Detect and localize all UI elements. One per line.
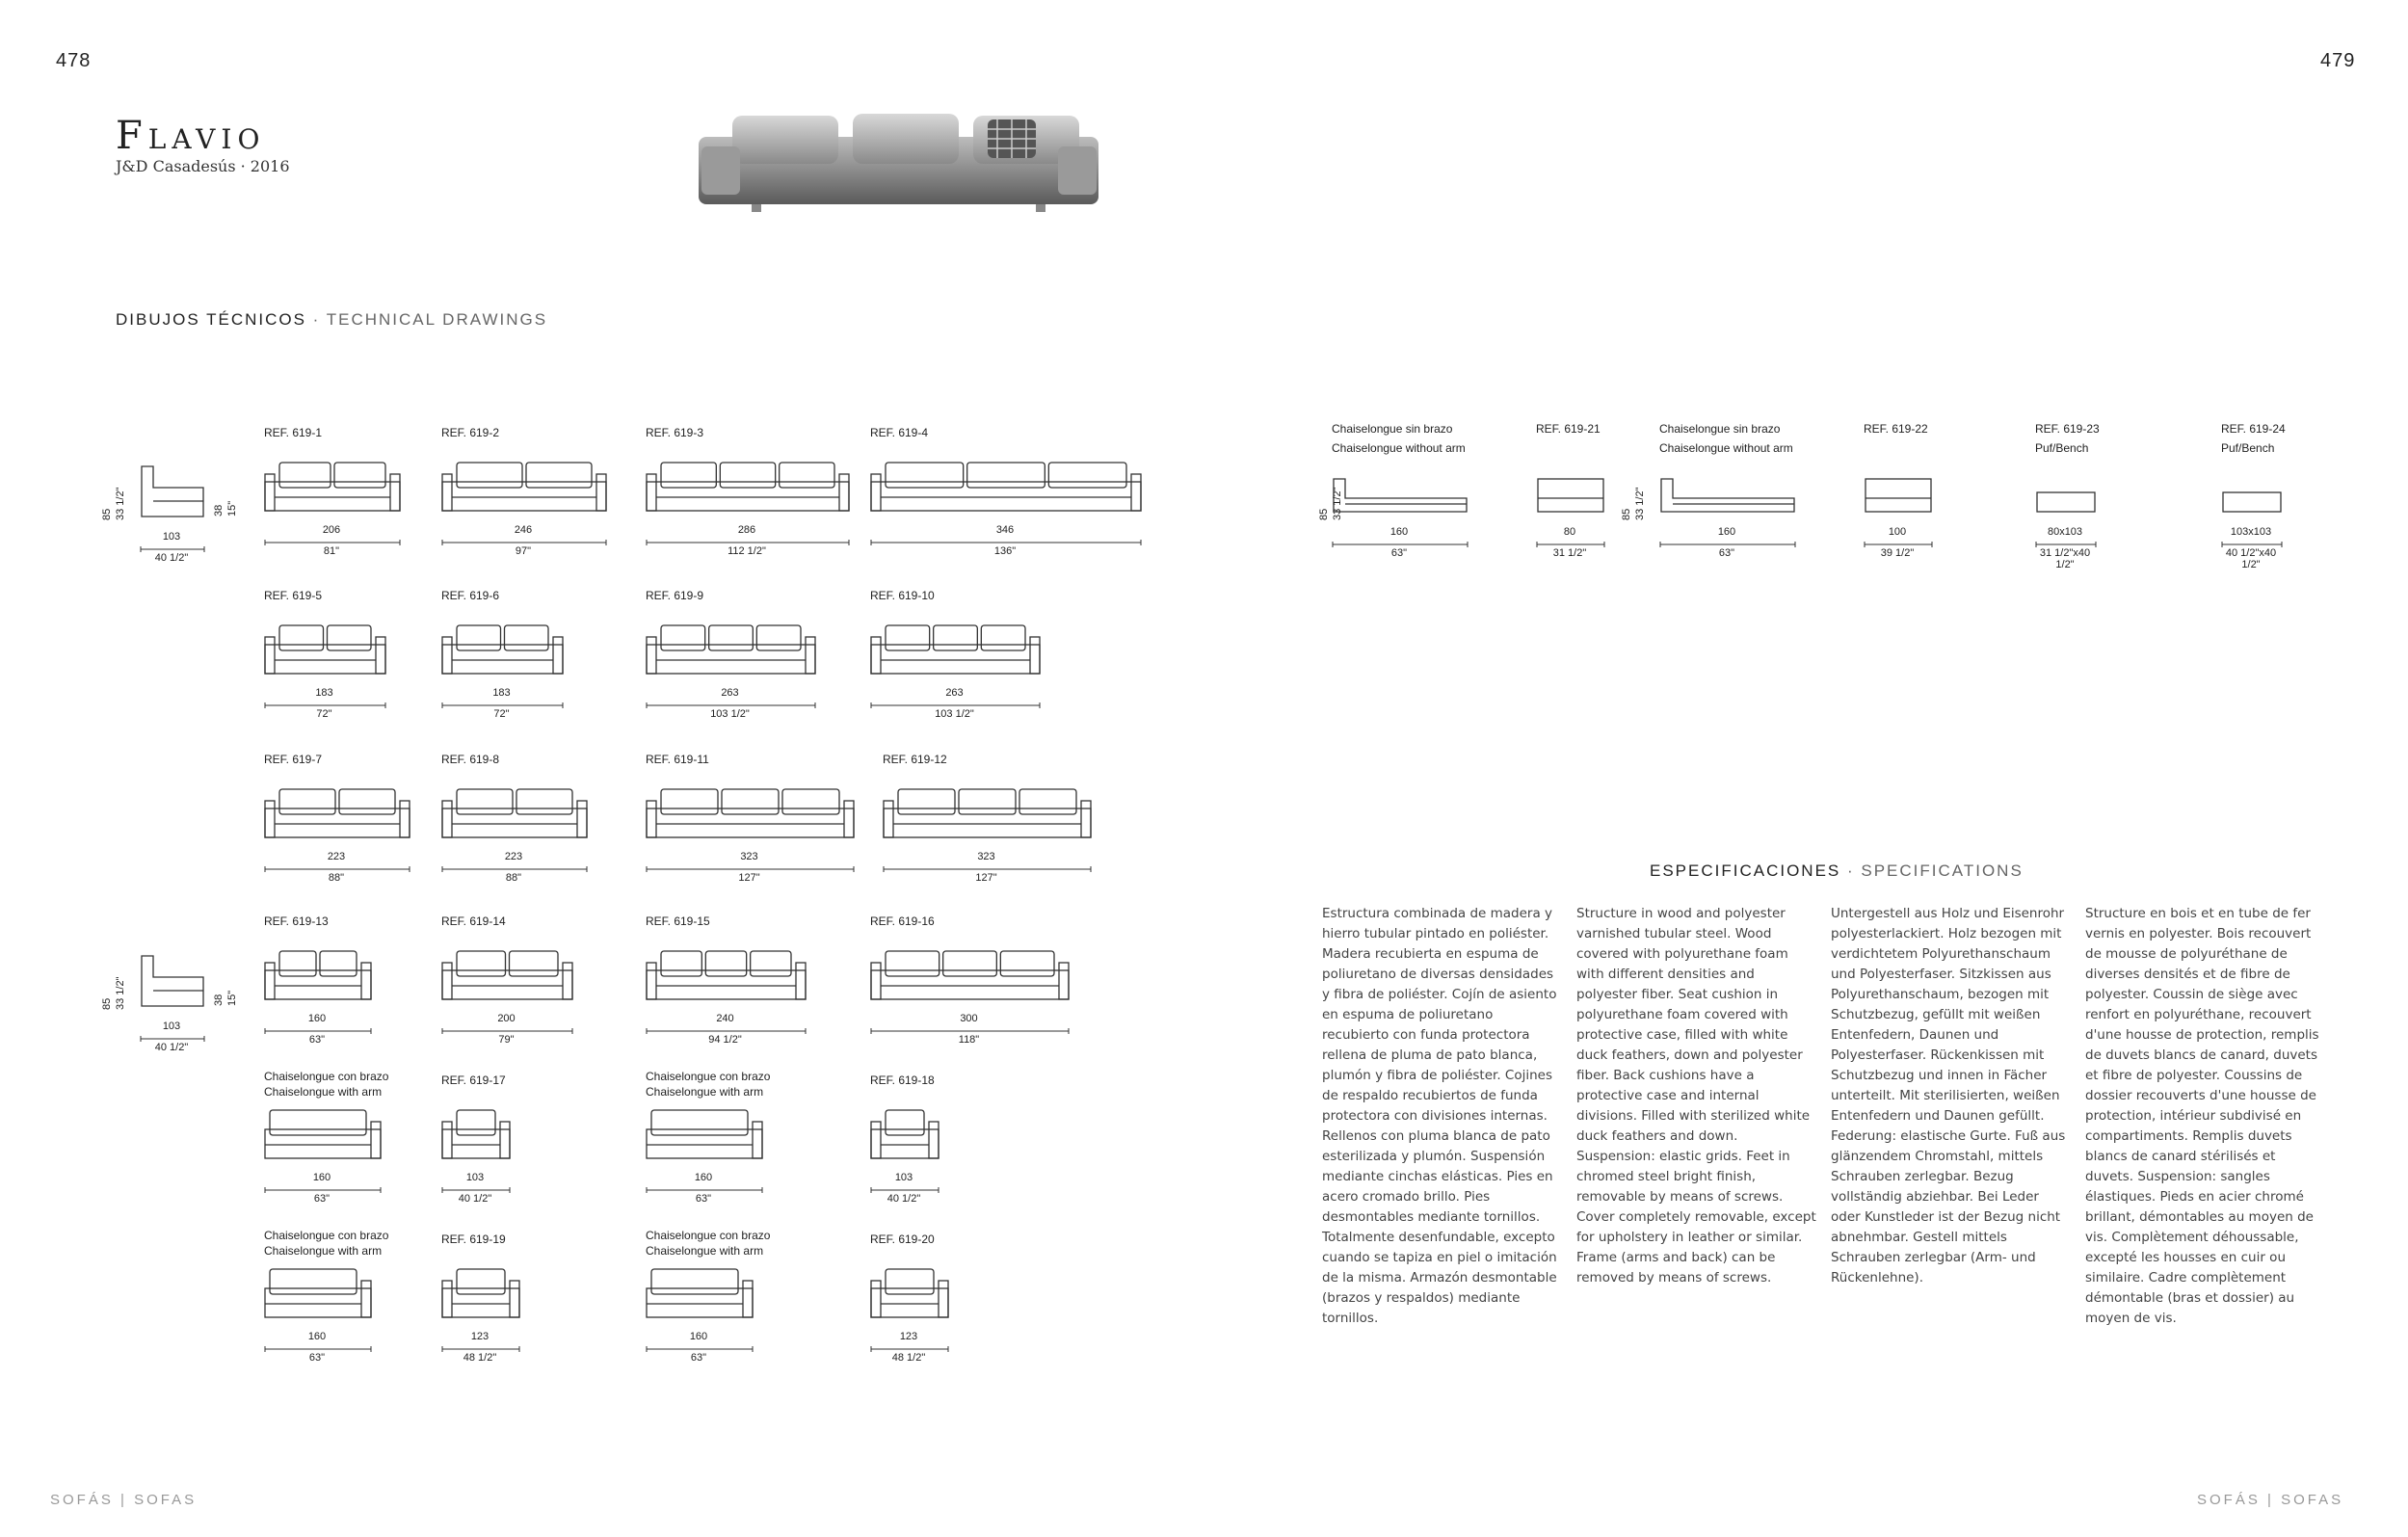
- seat-height-cm: 38: [213, 504, 225, 517]
- height-inches: 33 1/2": [1332, 487, 1343, 520]
- width-cm: 323: [977, 851, 995, 862]
- width-cm: 103: [162, 1020, 181, 1032]
- product-ref: REF. 619-2: [441, 426, 500, 439]
- chaiselongue-label-es: Chaiselongue con brazo: [264, 1229, 389, 1242]
- product-ref: REF. 619-18: [870, 1073, 935, 1087]
- sofa-front-drawing: [870, 461, 1144, 515]
- product-ref: REF. 619-6: [441, 589, 500, 602]
- width-cm: 160: [689, 1331, 708, 1342]
- product-ref: REF. 619-14: [441, 914, 506, 928]
- right-product-drawing: [1332, 477, 1470, 516]
- right-product-drawing: [2035, 477, 2099, 516]
- page-number-right: 479: [2320, 50, 2356, 71]
- chaiselongue-label-es: Chaiselongue con brazo: [646, 1070, 771, 1083]
- width-cm: 246: [514, 524, 533, 536]
- product-ref: REF. 619-12: [883, 753, 947, 766]
- width-inches: 88": [328, 872, 345, 884]
- sofa-front-drawing: [441, 949, 575, 1003]
- product-ref: REF. 619-8: [441, 753, 500, 766]
- width-inches: 63": [1718, 547, 1735, 559]
- right-product-drawing: [1864, 477, 1935, 516]
- sofa-front-drawing: [264, 623, 388, 677]
- width-inches: 63": [313, 1193, 331, 1205]
- sofa-front-drawing: [646, 623, 818, 677]
- seat-height-inches: 15": [226, 500, 238, 517]
- spec-text-english: Structure in wood and polyester varnished tubular steel. Wood covered with polyurethane foam with different densities and polyester fiber. Seat cushion in polyurethane foam covered with protective case, filled with white duck feathers, down and polyester fiber. Back cushions have a protective case and internal divisions. Filled with sterilized white duck feathers and down. Suspension: elastic grids. Feet in chromed steel bright finish, removable by means of screws. Cover completely removable, except for upholstery in leather or similar. Frame (arms and back) can be removed by means of screws.: [1576, 906, 1816, 1285]
- width-cm: 160: [694, 1172, 713, 1183]
- right-product-ref: REF. 619-24: [2221, 422, 2286, 436]
- height-cm: 85: [1621, 508, 1632, 520]
- width-cm: 323: [740, 851, 758, 862]
- sofa-front-drawing: [264, 949, 374, 1003]
- designer-subtitle: J&D Casadesús · 2016: [116, 157, 290, 175]
- width-cm: 286: [737, 524, 756, 536]
- product-ref: REF. 619-17: [441, 1073, 506, 1087]
- sofa-front-drawing: [441, 787, 590, 841]
- height-inches: 33 1/2": [115, 487, 126, 520]
- sofa-front-drawing: [870, 1267, 951, 1321]
- width-cm: 346: [995, 524, 1015, 536]
- right-product-sub: Puf/Bench: [2221, 441, 2275, 455]
- width-inches: 118": [958, 1034, 980, 1046]
- height-cm: 85: [101, 997, 113, 1010]
- width-cm: 80x103: [2047, 526, 2083, 538]
- sofa-front-drawing: [264, 1108, 384, 1162]
- right-product-ref: REF. 619-23: [2035, 422, 2100, 436]
- product-ref: REF. 619-16: [870, 914, 935, 928]
- width-cm: 160: [307, 1331, 327, 1342]
- width-cm: 103: [894, 1172, 913, 1183]
- sofa-front-drawing: [870, 949, 1072, 1003]
- width-cm: 160: [307, 1013, 327, 1024]
- product-ref: REF. 619-15: [646, 914, 710, 928]
- width-inches: 103 1/2": [710, 708, 750, 720]
- width-inches: 48 1/2": [891, 1352, 926, 1364]
- width-inches: 40 1/2": [154, 1042, 189, 1053]
- seat-height-cm: 38: [213, 994, 225, 1006]
- sofa-front-drawing: [646, 787, 857, 841]
- width-inches: 31 1/2": [1552, 547, 1587, 559]
- right-product-drawing: [2221, 477, 2285, 516]
- product-ref: REF. 619-9: [646, 589, 704, 602]
- width-inches: 63": [695, 1193, 712, 1205]
- sofa-front-drawing: [441, 461, 609, 515]
- sofa-front-drawing: [441, 1267, 522, 1321]
- right-product-ref: REF. 619-21: [1536, 422, 1601, 436]
- specs-title-es: ESPECIFICACIONES: [1650, 861, 1841, 880]
- sofa-front-drawing: [441, 1108, 513, 1162]
- width-cm: 80: [1563, 526, 1576, 538]
- chaiselongue-label-en: Chaiselongue with arm: [264, 1085, 383, 1099]
- spec-text-german: Untergestell aus Holz und Eisenrohr polyesterlackiert. Holz bezogen mit verdichtetem Polyurethanschaum und Polyesterfaser. Sitzkissen aus Polyurethanschaum, bezogen mit Schutzbezug, gefüllt mit weißen Entenfedern, Daunen und Polyesterfaser. Rückenkissen mit Schutzbezug und innen in Fächer unterteilt. Mit sterilisierten, weißen Entenfedern und Daunen gefüllt. Federung: elastische Gurte. Fuß aus glänzendem Chromstahl, mittels Schrauben zerlegbar. Bezug vollständig abziehbar. Bei Leder oder Kunstleder ist der Bezug nicht abnehmbar. Gestell mittels Schrauben zerlegbar (Arm- und Rückenlehne).: [1831, 906, 2066, 1285]
- section-title-en: · TECHNICAL DRAWINGS: [305, 310, 548, 329]
- width-cm: 123: [470, 1331, 490, 1342]
- height-inches: 33 1/2": [1634, 487, 1646, 520]
- spec-text-spanish: Estructura combinada de madera y hierro tubular pintado en poliéster. Madera recubierta en espuma de poliuretano de diversas densidades y fibra de poliéster. Cojín de asiento en espuma de poliuretano recubierto con funda protectora rellena de pluma de pato blanca, plumón y fibra de poliéster. Cojines de respaldo recubiertos de funda protectora con divisiones internas. Rellenos con pluma blanca de pato esterilizada y plumón. Suspensión mediante cinchas elásticas. Pies en acero cromado brillo. Pies desmontables mediante tornillos. Totalmente desenfundable, excepto cuando se tapiza en piel o imitación de la misma. Armazón desmontable (brazos y respaldos) mediante tornillos.: [1322, 906, 1557, 1326]
- width-cm: 200: [497, 1013, 516, 1024]
- sofa-front-drawing: [646, 1108, 765, 1162]
- width-inches: 40 1/2": [154, 552, 189, 564]
- sofa-front-drawing: [646, 949, 808, 1003]
- width-inches: 103 1/2": [935, 708, 974, 720]
- width-cm: 160: [1389, 526, 1409, 538]
- sofa-side-view-drawing: [140, 952, 207, 1010]
- product-ref: REF. 619-5: [264, 589, 323, 602]
- width-inches: 127": [738, 872, 760, 884]
- width-cm: 263: [721, 687, 739, 699]
- product-title: Flavio: [116, 114, 266, 158]
- width-inches: 97": [515, 545, 532, 557]
- width-cm: 263: [945, 687, 964, 699]
- right-product-sub: Puf/Bench: [2035, 441, 2089, 455]
- product-ref: REF. 619-11: [646, 753, 709, 766]
- product-ref: REF. 619-4: [870, 426, 929, 439]
- sofa-front-drawing: [646, 1267, 755, 1321]
- right-product-ref: REF. 619-22: [1864, 422, 1928, 436]
- spec-text-french: Structure en bois et en tube de fer vernis en polyester. Bois recouvert de mousse de polyuréthane de diverses densités et de fibre de polyester. Coussin de siège avec renfort en polyuréthane, recouvert d'une housse de protection, remplis de duvets blancs de canard, duvets et fibre de polyester. Coussins de dossier recouverts d'une housse de protection, intérieur subdivisé en compartiments. Remplis duvets blancs de canard stérilisés et duvets. Suspension: sangles élastiques. Pieds en acier chromé brillant, démontables au moyen de vis. Complètement déhoussable, excepté les housses en cuir ou similaire. Cadre complètement démontable (bras et dossier) au moyen de vis.: [2085, 906, 2319, 1326]
- width-cm: 160: [1717, 526, 1736, 538]
- product-ref: REF. 619-20: [870, 1232, 935, 1246]
- sofa-front-drawing: [441, 623, 566, 677]
- section-title-es: DIBUJOS TÉCNICOS: [116, 310, 306, 329]
- width-inches: 79": [498, 1034, 515, 1046]
- sofa-front-drawing: [264, 1267, 374, 1321]
- width-cm: 223: [327, 851, 346, 862]
- footer-left: SOFÁS | SOFAS: [50, 1492, 198, 1508]
- width-cm: 103: [162, 531, 181, 543]
- width-cm: 300: [960, 1013, 978, 1024]
- width-inches: 63": [1390, 547, 1408, 559]
- chaiselongue-label-en: Chaiselongue with arm: [264, 1244, 383, 1258]
- specs-title-en: · SPECIFICATIONS: [1840, 861, 2024, 880]
- right-product-ref: Chaiselongue sin brazo: [1332, 422, 1453, 436]
- right-product-sub: Chaiselongue without arm: [1659, 441, 1793, 455]
- sofa-front-drawing: [264, 461, 403, 515]
- seat-height-inches: 15": [226, 990, 238, 1006]
- width-inches: 81": [323, 545, 340, 557]
- width-inches: 63": [308, 1352, 326, 1364]
- width-inches: 39 1/2": [1880, 547, 1915, 559]
- width-cm: 183: [315, 687, 333, 699]
- width-inches: 40 1/2"x40 1/2": [2225, 547, 2277, 570]
- width-inches: 72": [493, 708, 510, 720]
- width-cm: 160: [312, 1172, 331, 1183]
- height-inches: 33 1/2": [115, 976, 126, 1010]
- right-product-ref: Chaiselongue sin brazo: [1659, 422, 1781, 436]
- sofa-front-drawing: [870, 1108, 941, 1162]
- product-ref: REF. 619-19: [441, 1232, 506, 1246]
- product-ref: REF. 619-7: [264, 753, 323, 766]
- width-inches: 63": [690, 1352, 707, 1364]
- width-inches: 136": [993, 545, 1017, 557]
- footer-right: SOFÁS | SOFAS: [2197, 1492, 2344, 1508]
- width-inches: 40 1/2": [458, 1193, 492, 1205]
- chaiselongue-label-es: Chaiselongue con brazo: [264, 1070, 389, 1083]
- sofa-front-drawing: [870, 623, 1043, 677]
- right-product-sub: Chaiselongue without arm: [1332, 441, 1466, 455]
- height-cm: 85: [1318, 508, 1330, 520]
- page-number-left: 478: [56, 50, 92, 71]
- width-inches: 63": [308, 1034, 326, 1046]
- width-inches: 112 1/2": [728, 545, 766, 557]
- width-inches: 48 1/2": [463, 1352, 497, 1364]
- width-cm: 206: [322, 524, 341, 536]
- chaiselongue-label-es: Chaiselongue con brazo: [646, 1229, 771, 1242]
- section-specifications: [1650, 861, 2024, 881]
- right-product-drawing: [1659, 477, 1798, 516]
- width-cm: 103x103: [2230, 526, 2272, 538]
- product-ref: REF. 619-3: [646, 426, 704, 439]
- sofa-front-drawing: [883, 787, 1094, 841]
- width-cm: 240: [716, 1013, 734, 1024]
- product-ref: REF. 619-1: [264, 426, 323, 439]
- sofa-front-drawing: [264, 787, 412, 841]
- width-cm: 123: [899, 1331, 918, 1342]
- height-cm: 85: [101, 508, 113, 520]
- width-inches: 31 1/2"x40 1/2": [2039, 547, 2091, 570]
- sofa-side-view-drawing: [140, 463, 207, 520]
- width-inches: 94 1/2": [708, 1034, 742, 1046]
- width-cm: 223: [504, 851, 523, 862]
- product-ref: REF. 619-13: [264, 914, 329, 928]
- width-cm: 103: [465, 1172, 485, 1183]
- chaiselongue-label-en: Chaiselongue with arm: [646, 1085, 764, 1099]
- chaiselongue-label-en: Chaiselongue with arm: [646, 1244, 764, 1258]
- right-product-drawing: [1536, 477, 1607, 516]
- product-ref: REF. 619-10: [870, 589, 935, 602]
- width-cm: 183: [492, 687, 511, 699]
- width-inches: 40 1/2": [886, 1193, 921, 1205]
- width-inches: 72": [316, 708, 332, 720]
- width-cm: 100: [1888, 526, 1907, 538]
- width-inches: 127": [975, 872, 997, 884]
- width-inches: 88": [505, 872, 522, 884]
- sofa-front-drawing: [646, 461, 852, 515]
